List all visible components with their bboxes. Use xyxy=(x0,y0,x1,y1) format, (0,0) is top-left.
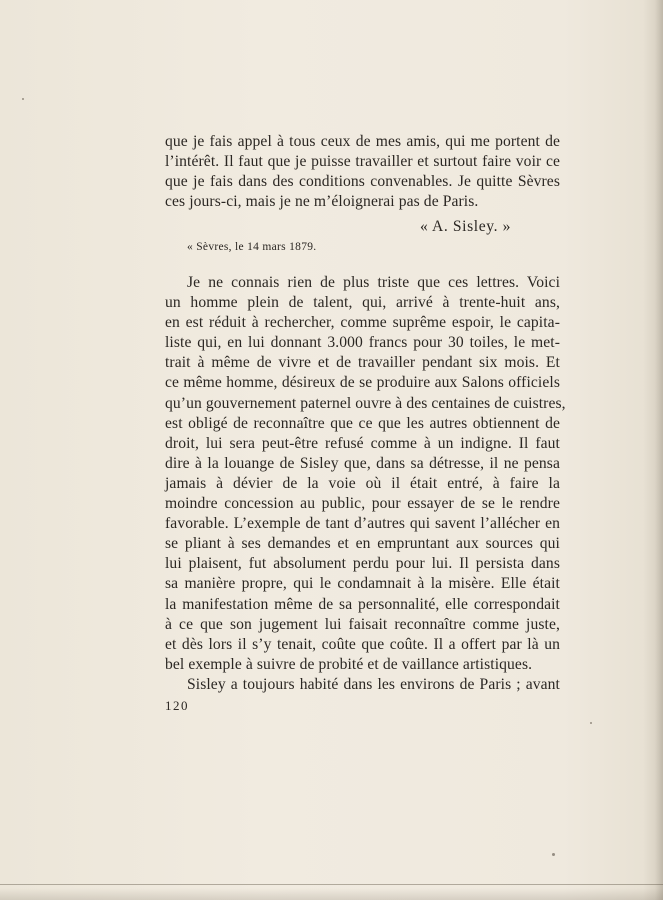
letter-dateline: « Sèvres, le 14 mars 1879. xyxy=(187,241,317,253)
text-line: droit, lui sera peut-être refusé comme à un indigne. Il faut xyxy=(165,434,560,452)
paper-speck xyxy=(552,853,555,856)
commentary-paragraph xyxy=(165,273,566,695)
text-line: Sisley a toujours habité dans les environs de Paris ; avant xyxy=(187,675,560,693)
text-line: trait à même de vivre et de travailler pendant six mois. Et xyxy=(165,354,560,372)
text-line: se pliant à ses demandes et en empruntant aux sources qui xyxy=(165,535,560,553)
text-line: dire à la louange de Sisley que, dans sa détresse, il ne pensa xyxy=(165,454,560,472)
text-line: en est réduit à rechercher, comme suprême espoir, le capita- xyxy=(165,314,560,332)
text-line: et dès lors il s’y tenait, coûte que coûte. Il a offert par là un xyxy=(165,635,560,653)
letter-closing-paragraph xyxy=(165,132,560,212)
text-line: l’intérêt. Il faut que je puisse travailler et surtout faire voir ce xyxy=(165,153,560,171)
text-line: un homme plein de talent, qui, arrivé à trente-huit ans, xyxy=(165,294,560,312)
page-number: 120 xyxy=(165,698,189,713)
text-line: bel exemple à suivre de probité et de vaillance artistiques. xyxy=(165,655,533,673)
text-line: à ce que son jugement lui faisait reconnaître comme juste, xyxy=(165,615,560,633)
text-line: Je ne connais rien de plus triste que ces lettres. Voici xyxy=(187,274,560,291)
text-line: moindre concession au public, pour essayer de se le rendre xyxy=(165,495,560,513)
text-line: sa manière propre, qui le condamnait à la misère. Elle était xyxy=(165,575,560,593)
text-line: qu’un gouvernement paternel ouvre à des centaines de cuistres, xyxy=(165,394,566,412)
bottom-rule xyxy=(0,884,663,885)
text-line: la manifestation même de sa personnalité, elle correspondait xyxy=(165,595,560,613)
text-line: que je fais dans des conditions convenables. Je quitte Sèvres xyxy=(165,173,560,191)
paper-speck xyxy=(22,98,24,100)
page-bottom-shadow xyxy=(0,888,663,900)
letter-signature: « A. Sisley. » xyxy=(420,218,511,235)
text-line: que je fais appel à tous ceux de mes amis, qui me portent de xyxy=(165,133,560,150)
text-line: lui plaisent, fut absolument perdu pour lui. Il persista dans xyxy=(165,555,560,573)
text-line: liste qui, en lui donnant 3.000 francs pour 30 toiles, le met- xyxy=(165,334,560,352)
page-edge-shadow xyxy=(643,0,663,900)
text-line: ce même homme, désireux de se produire aux Salons officiels xyxy=(165,374,560,392)
text-line: favorable. L’exemple de tant d’autres qui savent l’allécher en xyxy=(165,515,560,533)
paper-speck xyxy=(590,722,592,724)
text-line: ces jours-ci, mais je ne m’éloignerai pas de Paris. xyxy=(165,193,479,211)
text-line: jamais à dévier de la voie où il était entré, à faire la xyxy=(165,474,560,492)
text-line: est obligé de reconnaître que ce que les autres obtiennent de xyxy=(165,414,560,432)
